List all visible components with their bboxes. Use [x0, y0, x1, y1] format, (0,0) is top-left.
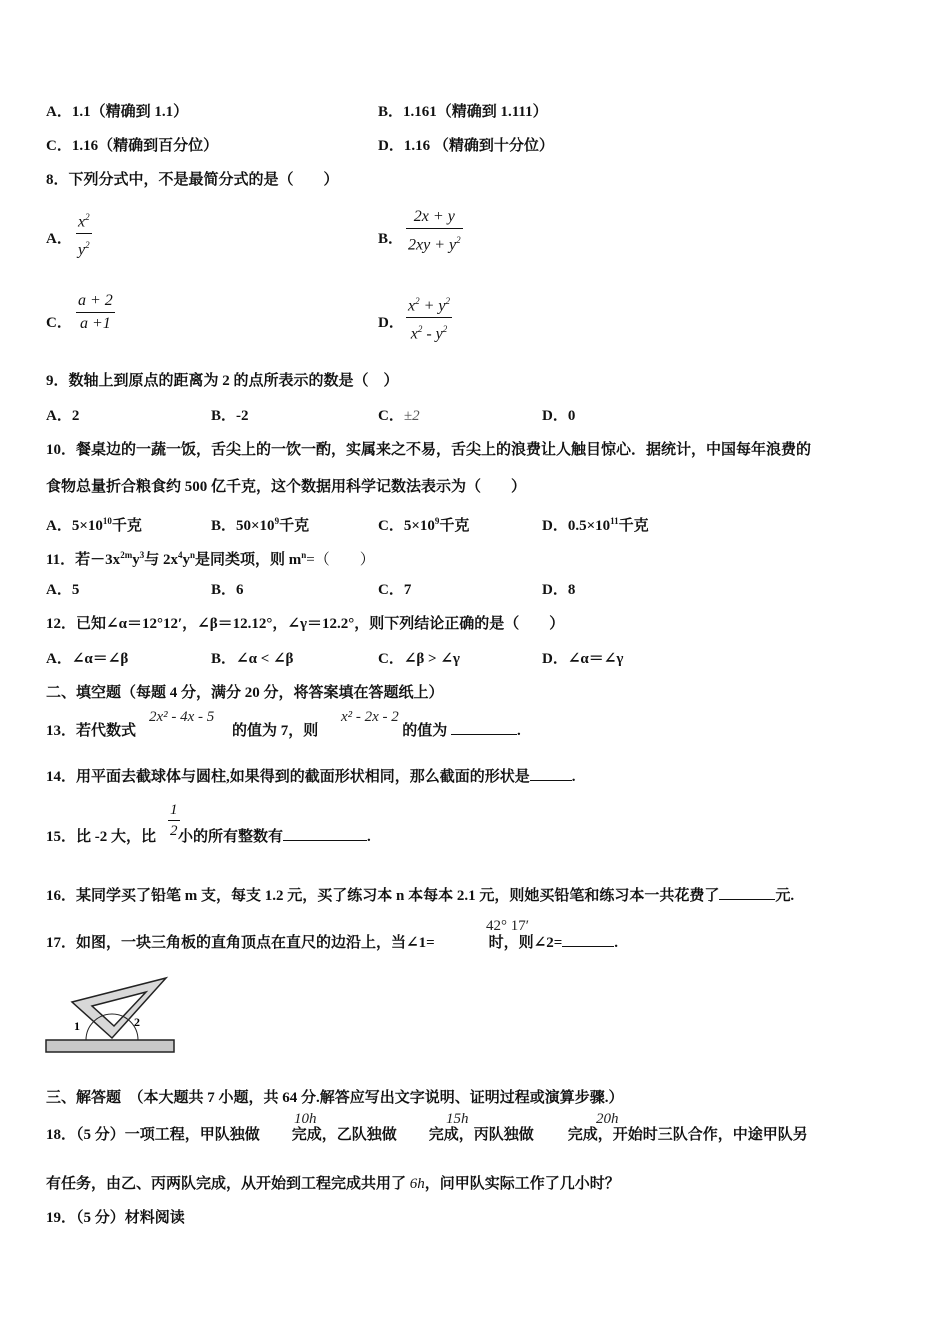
- q7-option-c: C．1.16（精确到百分位）: [46, 138, 219, 154]
- q17-angle: 42° 17′: [486, 918, 530, 934]
- q9-option-b: B．-2: [211, 408, 249, 424]
- q10-option-a: A．$5\times 10^{10}$千克: [46, 516, 142, 534]
- q12-option-c: C．∠β > ∠γ: [378, 651, 460, 667]
- q8-label-a: A．: [46, 231, 72, 247]
- q12-option-d: D．∠α＝∠γ: [542, 651, 624, 667]
- q9-option-c: C．±2: [378, 408, 420, 424]
- q8-label-b: B．: [378, 231, 404, 247]
- q8-label-c: C．: [46, 315, 72, 331]
- q10-stem-line1: 10．餐桌边的一蔬一饭，舌尖上的一饮一酌，实属来之不易，舌尖上的浪费让人触目惊心．据统计，中国每年浪费的: [46, 442, 812, 458]
- q18-time-bing: 20h: [596, 1111, 619, 1127]
- q11-option-c: C．7: [378, 582, 412, 598]
- q16-text: 16．某同学买了铅笔 m 支，每支 1.2 元，买了练习本 n 本每本 2.1 元，则她买铅笔和练习本一共花费了 元.: [46, 885, 794, 906]
- q10-option-b: B．$50\times 10^9$千克: [211, 516, 310, 534]
- q8-label-d: D．: [378, 315, 404, 331]
- q8-stem: 8．下列分式中，不是最简分式的是（ ）: [46, 172, 339, 188]
- q18-time-yi: 15h: [446, 1111, 469, 1127]
- ruler-shape: [46, 1040, 174, 1052]
- q13-text: 13．若代数式 的值为 7，则 的值为 .: [46, 720, 521, 741]
- q11-option-b: B．6: [211, 582, 244, 598]
- q9-option-d: D．0: [542, 408, 576, 424]
- q15-fraction: 1 2: [170, 802, 178, 839]
- q15-text: 15．比 -2 大，比 小的所有整数有 .: [46, 826, 371, 847]
- q13-expression-2: x² - 2x - 2: [341, 709, 399, 725]
- section-3-heading: 三、解答题 （本大题共 7 小题，共 64 分.解答应写出文字说明、证明过程或演算步骤.）: [46, 1090, 624, 1106]
- q9-option-a: A．2: [46, 408, 80, 424]
- q7-option-a: A．1.1（精确到 1.1）: [46, 104, 189, 120]
- q10-stem-line2: 食物总量折合粮食约 500 亿千克，这个数据用科学记数法表示为（ ）: [46, 479, 527, 495]
- q11-option-d: D．8: [542, 582, 576, 598]
- q10-option-d: D．$0.5\times 10^{11}$千克: [542, 516, 649, 534]
- angle-2-label: 2: [134, 1015, 140, 1029]
- q12-option-a: A．∠α＝∠β: [46, 651, 129, 667]
- q11-option-a: A．5: [46, 582, 80, 598]
- q17-text: 17．如图，一块三角板的直角顶点在直尺的边沿上，当∠1= 时，则∠2= .: [46, 932, 618, 953]
- q8-fraction-d: $x^2 + y^2$ $x^2 - y^2$: [408, 296, 451, 343]
- q7-option-d: D．1.16 （精确到十分位）: [378, 138, 554, 154]
- q18-line1: 18．（5 分）一项工程，甲队独做 完成，乙队独做 完成，丙队独做 完成，开始时三队合作，中途甲队另: [46, 1127, 808, 1143]
- q18-line2: 有任务，由乙、丙两队完成，从开始到工程完成共用了 6h，问甲队实际工作了几小时？: [46, 1176, 620, 1192]
- q8-fraction-b: 2x + y $2xy + y^2$: [408, 208, 461, 254]
- q9-stem: 9．数轴上到原点的距离为 2 的点所表示的数是（ ）: [46, 373, 399, 389]
- q14-text: 14．用平面去截球体与圆柱,如果得到的截面形状相同，那么截面的形状是 .: [46, 766, 576, 787]
- q11-stem: 11．若$-3x^{2m}y^3$与 $2x^4y^n$是同类项，则 $m^n=$（ ）: [46, 550, 375, 568]
- angle-1-label: 1: [74, 1019, 80, 1033]
- q8-fraction-c: a + 2 a +1: [78, 292, 113, 332]
- q12-option-b: B．∠α < ∠β: [211, 651, 294, 667]
- section-2-heading: 二、填空题（每题 4 分，满分 20 分，将答案填在答题纸上）: [46, 685, 444, 701]
- q8-fraction-a: $x^2$ $y^2$: [78, 212, 90, 259]
- q10-option-c: C．$5\times 10^9$千克: [378, 516, 470, 534]
- q13-expression-1: 2x² - 4x - 5: [149, 709, 215, 725]
- q18-time-jia: 10h: [294, 1111, 317, 1127]
- q17-figure: [40, 972, 180, 1058]
- q7-option-b: B．1.161（精确到 1.111）: [378, 104, 548, 120]
- q19-text: 19．（5 分）材料阅读: [46, 1210, 185, 1226]
- q12-stem: 12．已知∠α＝12°12′，∠β＝12.12°，∠γ＝12.2°，则下列结论正确的是（ ）: [46, 616, 565, 632]
